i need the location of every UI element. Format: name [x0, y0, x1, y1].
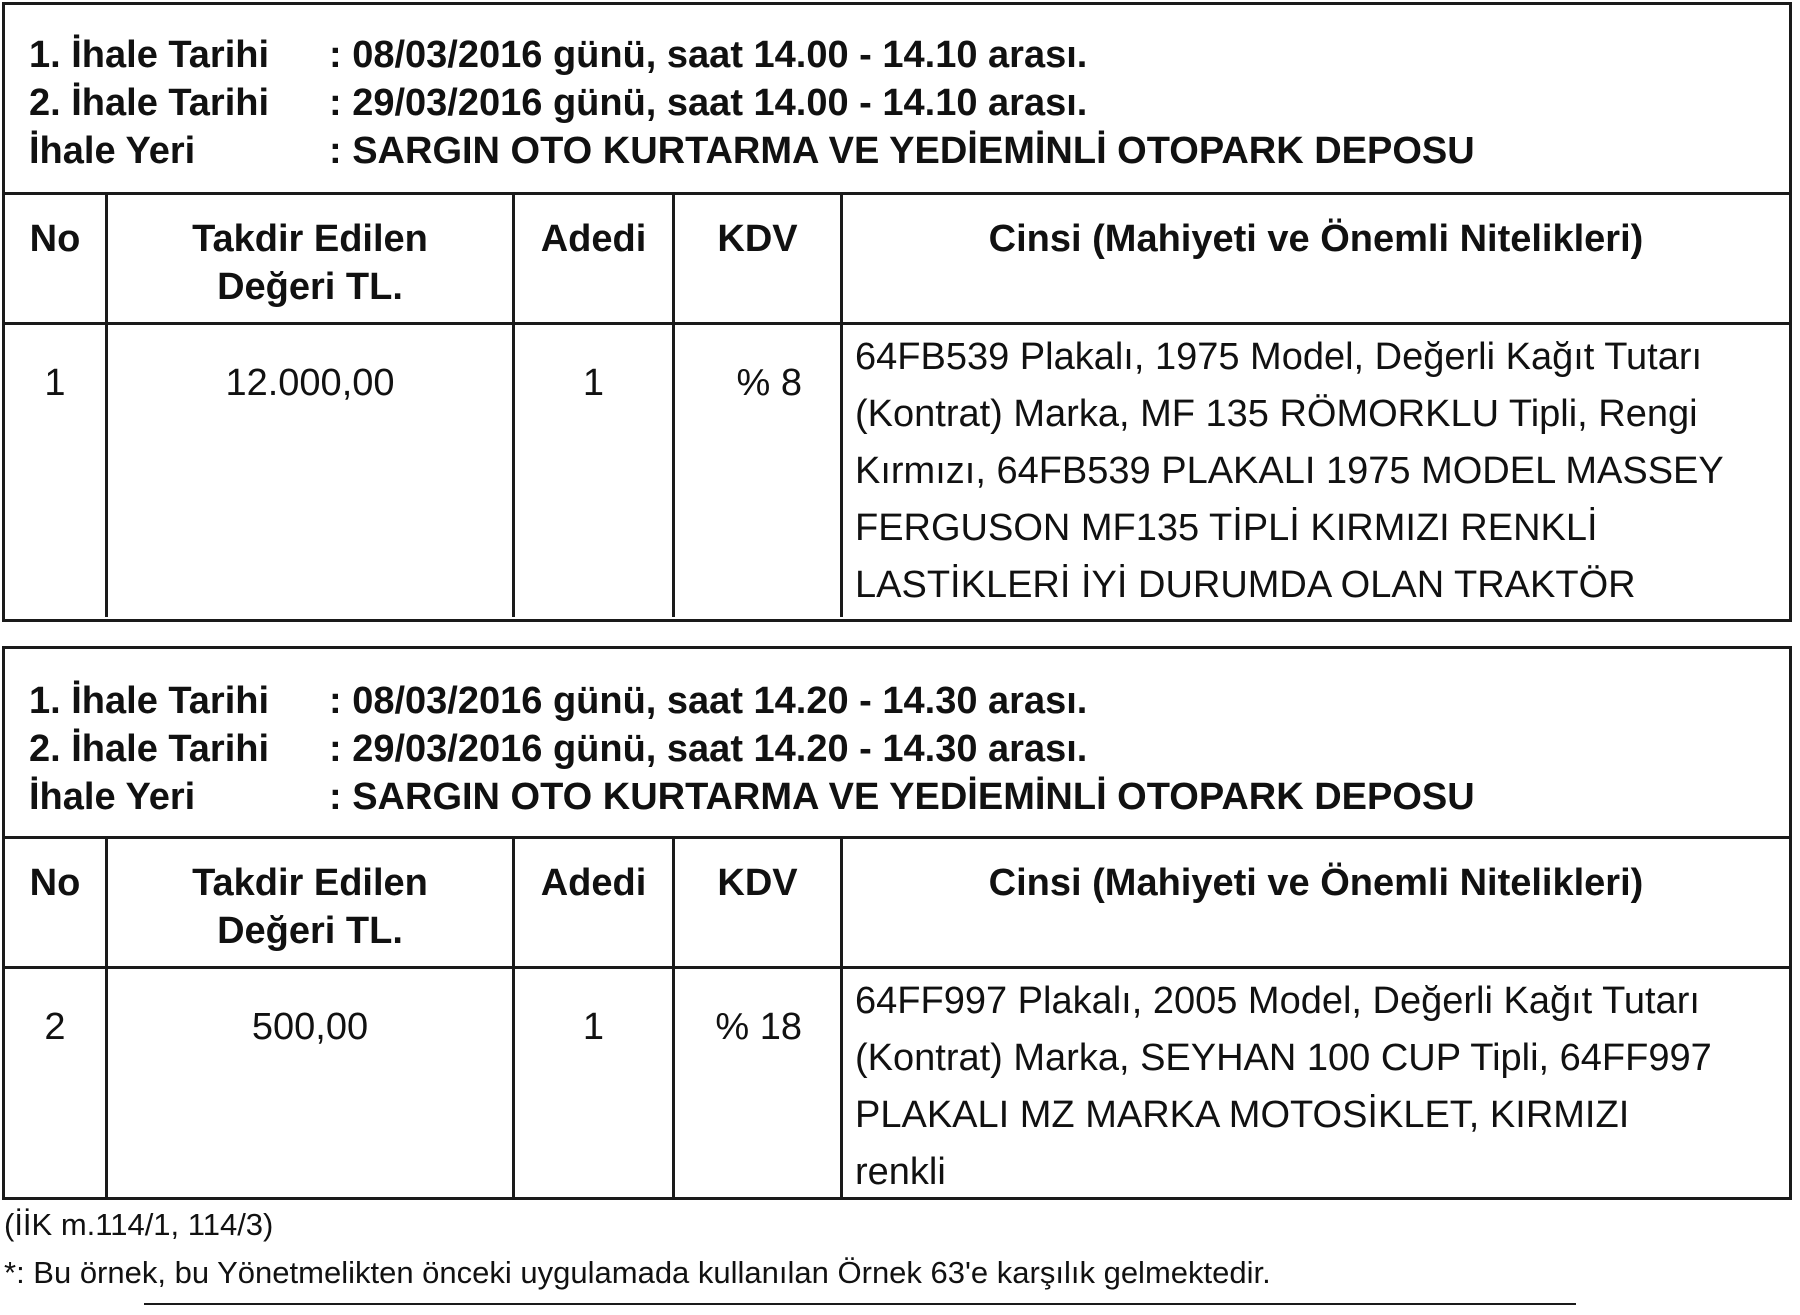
item-description-line: (Kontrat) Marka, SEYHAN 100 CUP Tipli, 64FF997 — [855, 1037, 1712, 1079]
item-description-line: (Kontrat) Marka, MF 135 RÖMORKLU Tipli, Rengi — [855, 393, 1698, 435]
second-auction-date-label: 2. İhale Tarihi — [29, 82, 270, 124]
auction-block — [2, 2, 1792, 622]
auction-header — [5, 5, 1789, 195]
footnote: *: Bu örnek, bu Yönetmelikten önceki uygulamada kullanılan Örnek 63'e karşılık gelmektedir. — [4, 1255, 1271, 1290]
item-kdv: % 18 — [675, 969, 843, 1197]
auction-header — [5, 649, 1789, 839]
item-value: 500,00 — [108, 969, 515, 1197]
item-no: 1 — [5, 325, 108, 617]
second-auction-date-row — [29, 725, 1789, 773]
auction-place-value: : SARGIN OTO KURTARMA VE YEDİEMİNLİ OTOPARK DEPOSU — [329, 130, 1475, 172]
column-header-value — [108, 195, 515, 322]
auction-place-row — [29, 127, 1789, 175]
item-qty: 1 — [515, 325, 675, 617]
item-description-line: 64FB539 Plakalı, 1975 Model, Değerli Kağıt Tutarı — [855, 336, 1703, 378]
column-header-no: No — [5, 839, 108, 966]
first-auction-date-row — [29, 31, 1789, 79]
first-auction-date-label: 1. İhale Tarihi — [29, 680, 270, 722]
item-description — [843, 969, 1789, 1197]
column-header-desc: Cinsi (Mahiyeti ve Önemli Nitelikleri) — [988, 862, 1644, 904]
column-header-no: No — [5, 195, 108, 322]
column-header-value-line2: Değeri TL. — [217, 266, 403, 308]
item-description-line: LASTİKLERİ İYİ DURUMDA OLAN TRAKTÖR — [855, 564, 1636, 606]
item-description-line: FERGUSON MF135 TİPLİ KIRMIZI RENKLİ — [855, 507, 1598, 549]
item-no: 2 — [5, 969, 108, 1197]
footer-divider — [144, 1303, 1576, 1305]
item-qty: 1 — [515, 969, 675, 1197]
item-description-line: renkli — [855, 1151, 946, 1193]
column-header-value-line1: Takdir Edilen — [192, 862, 428, 904]
table-header-row — [5, 195, 1789, 325]
first-auction-date-label: 1. İhale Tarihi — [29, 34, 270, 76]
first-auction-date-value: : 08/03/2016 günü, saat 14.00 - 14.10 arası. — [329, 34, 1088, 76]
auction-place-row — [29, 773, 1789, 821]
column-header-value-line1: Takdir Edilen — [192, 218, 428, 260]
auction-block — [2, 646, 1792, 1200]
table-header-row — [5, 839, 1789, 969]
first-auction-date-row — [29, 677, 1789, 725]
table-row — [5, 969, 1789, 1197]
item-description-line: PLAKALI MZ MARKA MOTOSİKLET, KIRMIZI — [855, 1094, 1630, 1136]
second-auction-date-value: : 29/03/2016 günü, saat 14.00 - 14.10 arası. — [329, 82, 1088, 124]
item-description-line: Kırmızı, 64FB539 PLAKALI 1975 MODEL MASSEY — [855, 450, 1724, 492]
item-value: 12.000,00 — [108, 325, 515, 617]
column-header-qty: Adedi — [515, 195, 675, 322]
first-auction-date-value: : 08/03/2016 günü, saat 14.20 - 14.30 arası. — [329, 680, 1088, 722]
column-header-kdv: KDV — [675, 195, 843, 322]
second-auction-date-label: 2. İhale Tarihi — [29, 728, 270, 770]
table-row — [5, 325, 1789, 617]
auction-place-label: İhale Yeri — [29, 776, 196, 818]
auction-place-value: : SARGIN OTO KURTARMA VE YEDİEMİNLİ OTOPARK DEPOSU — [329, 776, 1475, 818]
column-header-qty: Adedi — [515, 839, 675, 966]
second-auction-date-row — [29, 79, 1789, 127]
column-header-value-line2: Değeri TL. — [217, 910, 403, 952]
column-header-value — [108, 839, 515, 966]
column-header-kdv: KDV — [675, 839, 843, 966]
legal-reference: (İİK m.114/1, 114/3) — [4, 1207, 274, 1242]
item-kdv: % 8 — [675, 325, 843, 617]
item-description — [843, 325, 1789, 617]
column-header-desc: Cinsi (Mahiyeti ve Önemli Nitelikleri) — [988, 218, 1644, 260]
auction-place-label: İhale Yeri — [29, 130, 196, 172]
second-auction-date-value: : 29/03/2016 günü, saat 14.20 - 14.30 arası. — [329, 728, 1088, 770]
item-description-line: 64FF997 Plakalı, 2005 Model, Değerli Kağıt Tutarı — [855, 980, 1700, 1022]
